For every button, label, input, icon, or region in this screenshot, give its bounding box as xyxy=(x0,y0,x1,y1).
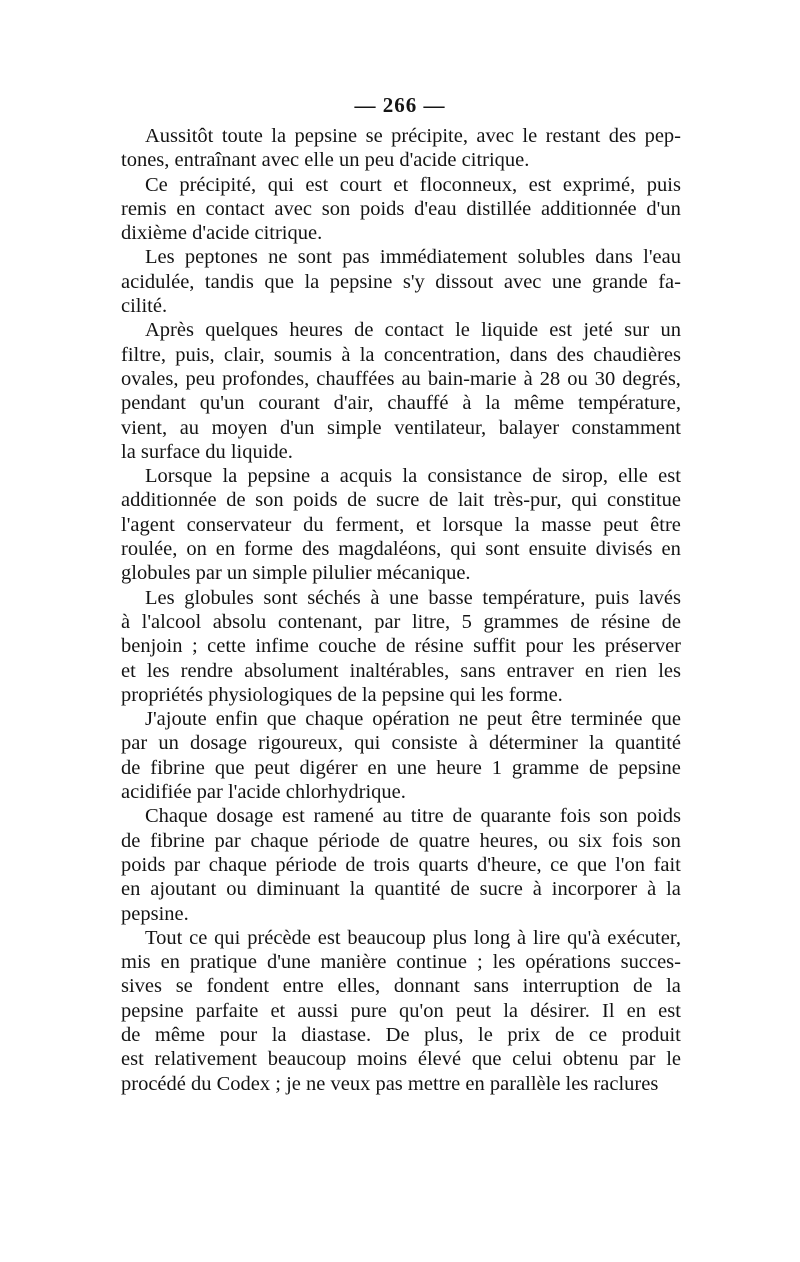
text-line: Tout ce qui précède est beaucoup plus long à lire qu'à exécuter, xyxy=(145,926,681,949)
text-line: globules par un simple pilulier mécanique. xyxy=(121,562,471,585)
text-line: mis en pratique d'une manière continue ; les opérations succes- xyxy=(121,951,681,974)
paragraph xyxy=(121,124,681,173)
text-line: Lorsque la pepsine a acquis la consistance de sirop, elle est xyxy=(145,465,681,488)
paragraph xyxy=(121,926,681,1096)
text-line: pepsine parfaite et aussi pure qu'on peut la désirer. Il en est xyxy=(121,999,681,1022)
text-line: de fibrine que peut digérer en une heure 1 gramme de pepsine xyxy=(121,756,681,779)
text-line: dixième d'acide citrique. xyxy=(121,222,323,245)
paragraph xyxy=(121,464,681,585)
text-line: la surface du liquide. xyxy=(121,440,293,463)
text-line: roulée, on en forme des magdaléons, qui sont ensuite divisés en xyxy=(121,538,681,561)
text-line: par un dosage rigoureux, qui consiste à déterminer la quantité xyxy=(121,732,681,755)
text-line: cilité. xyxy=(121,295,168,318)
text-line: vient, au moyen d'un simple ventilateur, balayer constamment xyxy=(121,416,681,439)
text-line: remis en contact avec son poids d'eau distillée additionnée d'un xyxy=(121,197,681,220)
text-line: Aussitôt toute la pepsine se précipite, avec le restant des pep- xyxy=(145,125,681,147)
text-line: propriétés physiologiques de la pepsine qui les forme. xyxy=(121,683,563,706)
text-line: ovales, peu profondes, chauffées au bain-marie à 28 ou 30 degrés, xyxy=(121,367,681,390)
text-line: de fibrine par chaque période de quatre heures, ou six fois son xyxy=(121,829,681,852)
text-line: pepsine. xyxy=(121,902,189,925)
text-line: Les globules sont séchés à une basse température, puis lavés xyxy=(145,586,681,609)
text-line: tones, entraînant avec elle un peu d'acide citrique. xyxy=(121,149,530,172)
text-line: Ce précipité, qui est court et floconneux, est exprimé, puis xyxy=(145,173,681,196)
text-line: sives se fondent entre elles, donnant sans interruption de la xyxy=(121,975,681,998)
paragraph xyxy=(121,245,681,318)
text-line: Après quelques heures de contact le liquide est jeté sur un xyxy=(145,319,681,342)
text-line: additionnée de son poids de sucre de lait très-pur, qui constitue xyxy=(121,489,681,512)
text-line: poids par chaque période de trois quarts d'heure, ce que l'on fait xyxy=(121,853,681,876)
text-line: pendant qu'un courant d'air, chauffé à la même température, xyxy=(121,392,681,415)
text-line: acidulée, tandis que la pepsine s'y dissout avec une grande fa- xyxy=(121,270,681,293)
page-number: — 266 — xyxy=(354,93,446,117)
text-line: et les rendre absolument inaltérables, sans entraver en rien les xyxy=(121,659,681,682)
text-line: J'ajoute enfin que chaque opération ne peut être terminée que xyxy=(145,708,681,731)
paragraph xyxy=(121,318,681,464)
text-line: procédé du Codex ; je ne veux pas mettre en parallèle les raclures xyxy=(121,1072,659,1095)
paragraph xyxy=(121,707,681,804)
text-line: est relativement beaucoup moins élevé que celui obtenu par le xyxy=(121,1048,681,1071)
text-line: acidifiée par l'acide chlorhydrique. xyxy=(121,781,406,804)
text-line: benjoin ; cette infime couche de résine suffit pour les préserver xyxy=(121,635,681,658)
paragraph xyxy=(121,804,681,925)
text-line: filtre, puis, clair, soumis à la concentration, dans des chaudières xyxy=(121,343,681,366)
paragraph xyxy=(121,173,681,246)
text-line: à l'alcool absolu contenant, par litre, 5 grammes de résine de xyxy=(121,610,681,633)
text-line: l'agent conservateur du ferment, et lorsque la masse peut être xyxy=(121,513,681,536)
body-text xyxy=(121,124,681,1096)
text-line: de même pour la diastase. De plus, le prix de ce produit xyxy=(121,1023,681,1046)
text-line: Les peptones ne sont pas immédiatement solubles dans l'eau xyxy=(145,246,681,269)
text-line: Chaque dosage est ramené au titre de quarante fois son poids xyxy=(145,805,681,828)
paragraph xyxy=(121,586,681,707)
text-line: en ajoutant ou diminuant la quantité de sucre à incorporer à la xyxy=(121,878,681,901)
